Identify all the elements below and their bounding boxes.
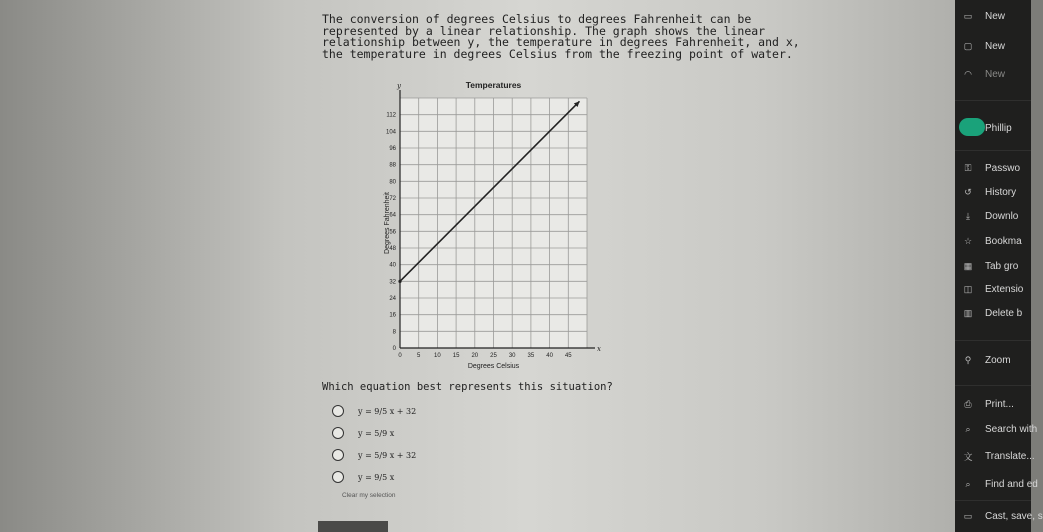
search-with-icon: ⌕: [965, 423, 971, 434]
series-point: [398, 280, 401, 283]
menu-item-download[interactable]: [955, 208, 1031, 224]
menu-separator: [955, 500, 1031, 501]
new-window-icon: ▢: [963, 40, 973, 51]
menu-item-tab-groups[interactable]: [955, 258, 1031, 274]
radio-button[interactable]: [332, 427, 344, 439]
x-tick-label: 40: [546, 353, 553, 359]
x-tick-label: 10: [434, 353, 441, 359]
menu-item-history[interactable]: [955, 184, 1031, 200]
menu-item-incognito[interactable]: [955, 66, 1031, 82]
answer-equation: y = 5/9 x + 32: [358, 450, 417, 460]
y-tick-label: 80: [389, 179, 396, 186]
x-axis-letter: x: [597, 345, 601, 353]
menu-item-label: Translate...: [985, 450, 1035, 462]
find-icon: ⌕: [965, 478, 971, 489]
y-tick-label: 48: [389, 246, 396, 252]
menu-item-zoom[interactable]: [955, 352, 1031, 368]
menu-item-label: Zoom: [985, 354, 1011, 366]
new-tab-icon: ▭: [963, 10, 973, 21]
x-axis-label: Degrees Celsius: [467, 363, 520, 370]
menu-item-label: Find and ed: [985, 478, 1038, 490]
print-icon: ⎙: [964, 398, 972, 409]
answer-equation: y = 9/5 x: [358, 472, 395, 482]
menu-item-cast[interactable]: [955, 508, 1043, 524]
menu-item-search-with[interactable]: [955, 421, 1038, 437]
x-tick-label: 15: [452, 353, 460, 359]
cast-icon: ▭: [963, 510, 973, 521]
menu-item-label: Extensio: [985, 283, 1024, 295]
extensions-icon: ◫: [963, 283, 973, 294]
y-tick-label: 56: [389, 229, 396, 236]
question-line: relationship between y, the temperature in degrees Fahrenheit, and x,: [322, 35, 800, 49]
menu-item-find[interactable]: [955, 476, 1038, 492]
clear-selection-link[interactable]: Clear my selection: [342, 492, 396, 499]
question-line: the temperature in degrees Celsius from the freezing point of water.: [322, 46, 793, 61]
answer-option-a[interactable]: [332, 404, 416, 418]
menu-item-label: Tab gro: [985, 260, 1019, 272]
history-icon: ↺: [964, 186, 972, 197]
zoom-icon: ⚲: [964, 354, 972, 365]
y-tick-label: 96: [389, 146, 396, 152]
chart-title: Temperatures: [465, 80, 522, 90]
menu-item-star[interactable]: [955, 233, 1031, 249]
x-tick-label: 30: [508, 353, 516, 359]
y-tick-label: 32: [389, 279, 396, 286]
temperatures-chart: [382, 78, 612, 378]
x-tick-label: 5: [417, 353, 421, 359]
y-tick-label: 72: [389, 196, 396, 202]
menu-item-label: New: [985, 68, 1006, 80]
radio-button[interactable]: [332, 405, 344, 417]
x-tick-label: 35: [527, 353, 535, 359]
star-icon: ☆: [963, 235, 973, 246]
answer-option-d[interactable]: [332, 470, 394, 484]
question-text: [322, 12, 800, 61]
y-tick-label: 64: [389, 212, 396, 219]
x-tick-label: 25: [490, 353, 497, 359]
y-tick-label: 0: [392, 346, 396, 352]
menu-item-new-tab[interactable]: [955, 8, 1031, 24]
menu-item-print[interactable]: [955, 396, 1031, 412]
menu-item-trash[interactable]: [955, 305, 1031, 321]
x-tick-label: 20: [471, 353, 479, 359]
y-axis-label: Degrees Fahrenheit: [384, 192, 391, 254]
menu-item-new-window[interactable]: [955, 38, 1031, 54]
radio-button[interactable]: [332, 449, 344, 461]
incognito-icon: ◠: [964, 68, 972, 79]
menu-item-label: Bookma: [985, 235, 1022, 247]
menu-item-label: Passwo: [985, 162, 1021, 174]
y-tick-label: 24: [389, 296, 396, 302]
x-tick-label: 0: [398, 353, 402, 359]
y-tick-label: 16: [389, 312, 396, 319]
menu-separator: [955, 150, 1031, 151]
menu-separator: [955, 385, 1031, 386]
y-axis-letter: y: [397, 82, 401, 90]
tab-groups-icon: ▦: [963, 260, 973, 271]
menu-separator: [955, 100, 1031, 101]
menu-item-key[interactable]: [955, 160, 1031, 176]
x-tick-label: 45: [564, 353, 572, 359]
answer-equation: y = 9/5 x + 32: [358, 406, 417, 416]
y-tick-label: 40: [389, 262, 396, 269]
browser-menu: [955, 0, 1043, 532]
y-tick-label: 8: [392, 329, 396, 336]
menu-item-label: History: [985, 186, 1017, 198]
question-line: represented by a linear relationship. The graph shows the linear: [322, 23, 766, 38]
key-icon: ⚿: [964, 162, 972, 173]
question-line: The conversion of degrees Celsius to degrees Fahrenheit can be: [322, 12, 752, 26]
menu-item-label: Print...: [985, 398, 1014, 410]
download-icon: ⤓: [966, 210, 970, 221]
y-tick-label: 88: [389, 162, 396, 169]
menu-item-extensions[interactable]: [955, 281, 1031, 297]
menu-item-label: Search with: [985, 423, 1038, 435]
menu-separator: [955, 340, 1031, 341]
menu-item-label: Phillip: [985, 122, 1012, 134]
question-prompt: Which equation best represents this situation?: [322, 381, 613, 393]
y-tick-label: 104: [385, 129, 396, 136]
y-tick-label: 112: [386, 112, 396, 119]
menu-item-profile[interactable]: [955, 120, 1031, 136]
menu-item-label: New: [985, 40, 1006, 52]
menu-item-label: Downlo: [985, 210, 1019, 222]
translate-icon: 文: [963, 451, 973, 462]
trash-icon: ▥: [963, 307, 973, 318]
radio-button[interactable]: [332, 471, 344, 483]
bottom-bar: [318, 521, 388, 532]
answer-equation: y = 5/9 x: [358, 428, 395, 438]
menu-item-label: New: [985, 10, 1006, 22]
answer-option-c[interactable]: [332, 448, 416, 462]
menu-item-label: Cast, save, s: [985, 510, 1043, 522]
menu-item-label: Delete b: [985, 307, 1023, 319]
answer-option-b[interactable]: [332, 426, 394, 440]
menu-item-translate[interactable]: [955, 448, 1035, 464]
